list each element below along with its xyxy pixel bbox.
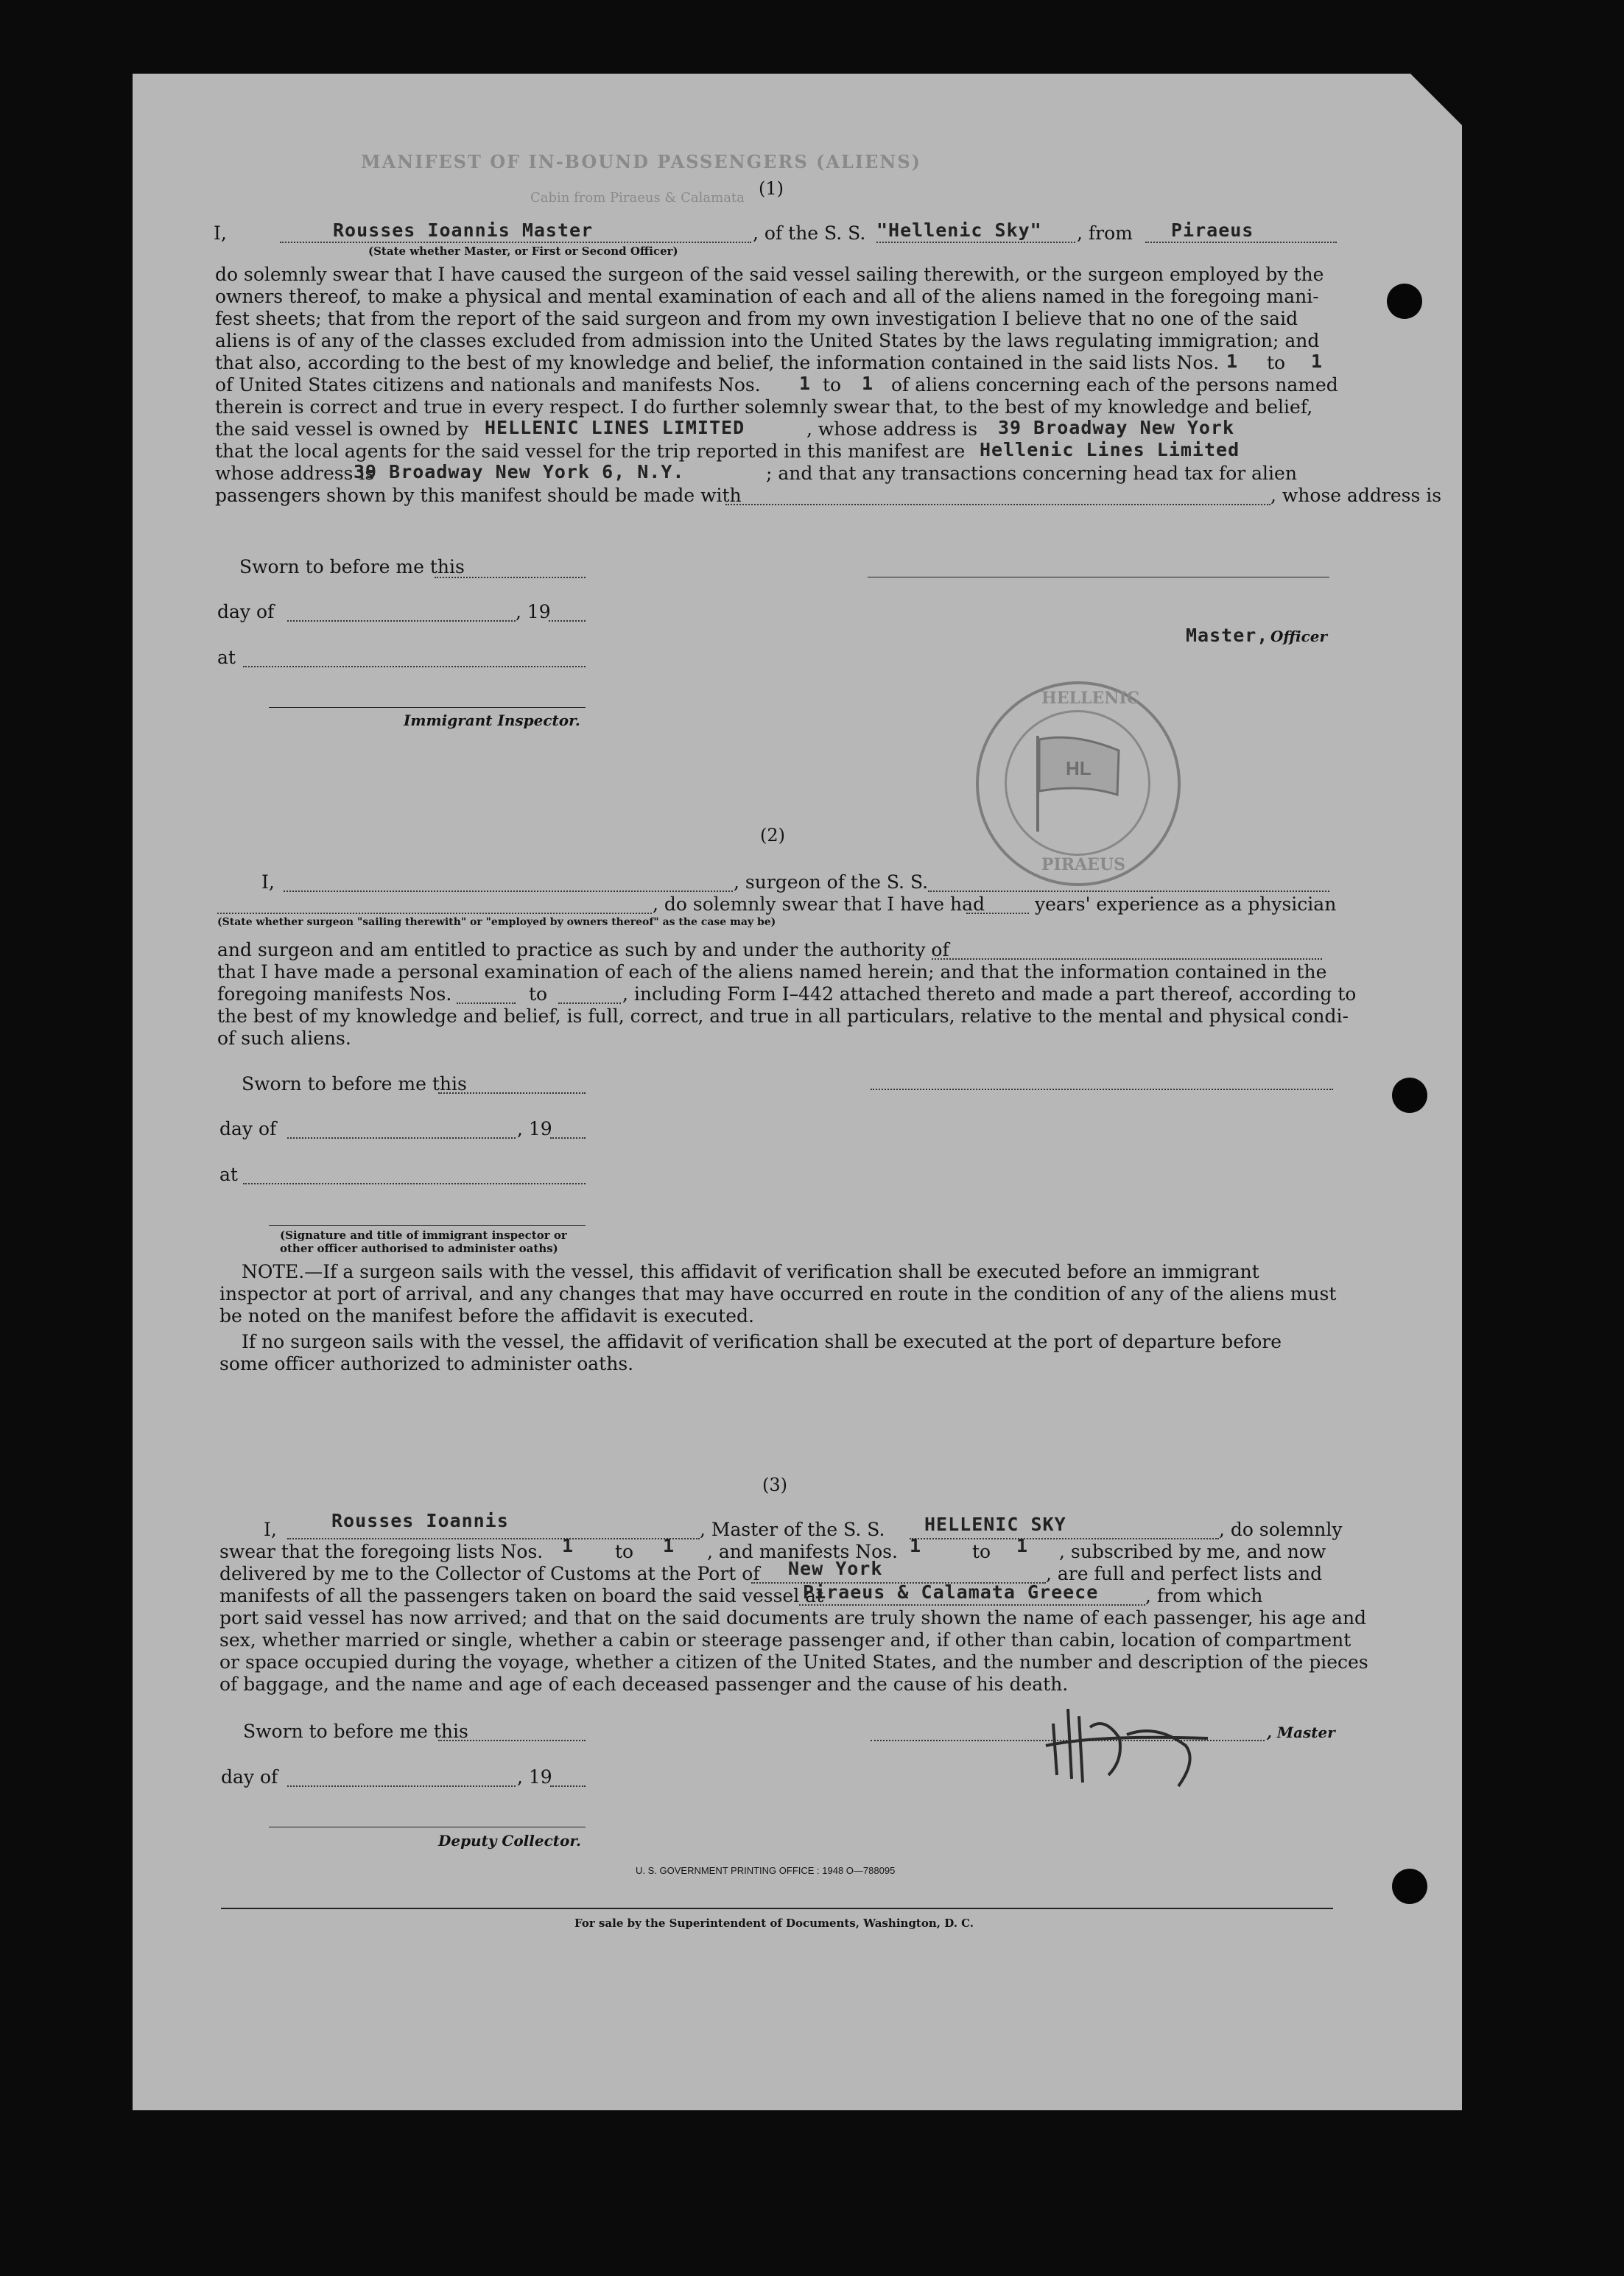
s2-at: at [219, 1164, 238, 1185]
s3-sworn: Sworn to before me this [243, 1721, 468, 1742]
s1-agents: Hellenic Lines Limited [980, 439, 1240, 460]
s1-port-line [1145, 242, 1337, 243]
s3-and-manifests: , and manifests Nos. [707, 1541, 898, 1562]
s3-line-3: of baggage, and the name and age of each deceased passenger and the cause of his death. [219, 1673, 1069, 1695]
s3-day-of: day of [221, 1766, 278, 1788]
s2-line-0: and surgeon and am entitled to practice as such by and under the authority of [217, 939, 949, 960]
s3-from-port-line [799, 1604, 1145, 1606]
s2-name-line [284, 891, 733, 892]
s2-years-line [966, 913, 1029, 914]
s1-line-3: aliens is of any of the classes excluded from admission into the United States by the laws regulating immigration; and [215, 330, 1320, 351]
s1-i: I, [214, 222, 227, 244]
faded-header-subtitle: Cabin from Piraeus & Calamata [530, 190, 745, 206]
s1-port: Piraeus [1171, 219, 1254, 241]
s2-note-3: If no surgeon sails with the vessel, the affidavit of verification shall be executed at the port of departure before [242, 1331, 1282, 1352]
s2-authority-line [932, 958, 1322, 960]
s1-inspector: Immigrant Inspector. [404, 712, 580, 729]
s3-nineteen: , 19 [517, 1766, 552, 1788]
s3-line-0: port said vessel has now arrived; and that on the said documents are truly shown the name of each passenger, his age and [219, 1607, 1367, 1629]
s1-manifests-from: 1 [799, 373, 812, 394]
s1-lists-from: 1 [1226, 351, 1239, 372]
s3-delivered: delivered by me to the Collector of Customs at the Port of [219, 1563, 760, 1584]
s2-year-line [550, 1137, 586, 1139]
s1-head-tax-line [725, 504, 1270, 505]
s1-state-hint: (State whether Master, or First or Second Officer) [368, 245, 678, 258]
s1-lists-to: 1 [1311, 351, 1324, 372]
s2-line-4: of such aliens. [217, 1028, 351, 1049]
s1-inspector-line [269, 707, 586, 708]
document-page [133, 74, 1462, 2110]
s1-line-8: that the local agents for the said vessel for the trip reported in this manifest are [215, 440, 966, 462]
s2-note-4: some officer authorized to administer oaths. [219, 1353, 634, 1374]
s2-note-0: NOTE.—If a surgeon sails with the vessel, this affidavit of verification shall be executed before an immigrant [242, 1261, 1259, 1282]
for-sale: For sale by the Superintendent of Documents, Washington, D. C. [574, 1917, 974, 1930]
s2-state-hint: (State whether surgeon "sailing therewith" or "employed by owners thereof" as the case may be) [217, 916, 776, 928]
s1-day-of: day of [217, 601, 275, 622]
s2-sig-hint-1: (Signature and title of immigrant inspector or [280, 1229, 567, 1242]
s1-at: at [217, 647, 236, 668]
s1-vessel-line [876, 242, 1075, 243]
stamp-bottom-text: PIRAEUS [1041, 855, 1126, 874]
s3-year-line [550, 1785, 586, 1787]
s1-manifests-to-word: to [823, 374, 842, 396]
s3-lists-from: 1 [562, 1535, 574, 1556]
s1-of-ss: , of the S. S. [753, 222, 866, 244]
s1-from: , from [1077, 222, 1133, 244]
s1-officer: Officer [1270, 628, 1328, 645]
s3-line-1: sex, whether married or single, whether a cabin or steerage passenger and, if other than cabin, location of compartment [219, 1629, 1351, 1651]
s1-line-9: whose address is [215, 463, 375, 484]
s1-lists-to-word: to [1267, 352, 1286, 373]
s1-vessel: "Hellenic Sky" [876, 219, 1042, 241]
s3-manifests-from: 1 [910, 1535, 922, 1556]
s3-name: Rousses Ioannis [331, 1510, 509, 1531]
s2-at-line [243, 1183, 586, 1184]
s2-from-line [457, 1002, 516, 1004]
binder-hole-top [1387, 284, 1422, 319]
s3-i: I, [264, 1519, 277, 1540]
s2-note-1: inspector at port of arrival, and any changes that may have occurred en route in the condition of any of the aliens must [219, 1283, 1337, 1304]
section-1-number: (1) [759, 178, 784, 199]
s2-years: years' experience as a physician [1035, 893, 1337, 915]
s2-to-word: to [529, 983, 548, 1005]
s3-vessel-line [910, 1538, 1219, 1539]
s2-line-1: that I have made a personal examination of each of the aliens named herein; and that the information contained in the [217, 961, 1327, 983]
s1-line-1: owners thereof, to make a physical and mental examination of each and all of the aliens named in the foregoing mani- [215, 286, 1319, 307]
s1-agents-tail: ; and that any transactions concerning head tax for alien [766, 463, 1297, 484]
s1-line-6: therein is correct and true in every respect. I do further solemnly swear that, to the best of my knowledge and belief, [215, 396, 1313, 418]
footer-rule [221, 1908, 1333, 1909]
s3-sworn-line [438, 1740, 586, 1741]
s2-line-3: the best of my knowledge and belief, is full, correct, and true in all particulars, relative to the mental and physical condi- [217, 1005, 1349, 1027]
s3-to-word-1: to [615, 1541, 634, 1562]
s3-port: New York [788, 1558, 883, 1579]
s1-owner-address: 39 Broadway New York [998, 417, 1235, 438]
s3-from-which: , from which [1145, 1585, 1263, 1606]
s3-name-line [287, 1538, 700, 1539]
company-stamp [976, 681, 1181, 886]
s1-line-10: passengers shown by this manifest should be made with [215, 485, 742, 506]
s3-line-2: or space occupied during the voyage, whether a citizen of the United States, and the number and description of the pieces [219, 1651, 1368, 1673]
s1-line-4: that also, according to the best of my knowledge and belief, the information contained in the said lists Nos. [215, 352, 1220, 373]
s2-vessel-line [928, 891, 1329, 892]
stamp-flag-icon [1030, 732, 1126, 835]
s1-line-0: do solemnly swear that I have caused the surgeon of the said vessel sailing therewith, or the surgeon employed by the [215, 264, 1324, 285]
s2-surgeon-of: , surgeon of the S. S. [734, 871, 929, 893]
s3-day-line [287, 1785, 516, 1787]
s2-day-of: day of [219, 1118, 277, 1139]
section-2-number: (2) [760, 825, 785, 846]
s3-vessel: HELLENIC SKY [924, 1514, 1066, 1535]
s2-to-line [558, 1002, 621, 1004]
s2-state-line [217, 913, 652, 914]
stamp-top-text: HELLENIC [1041, 689, 1140, 708]
s1-agents-address: 39 Broadway New York 6, N.Y. [354, 461, 685, 482]
s1-owner: HELLENIC LINES LIMITED [485, 417, 745, 438]
stamp-flag-letters: HL [1066, 757, 1092, 779]
s1-line-2: fest sheets; that from the report of the said surgeon and from my own investigation I believe that no one of the said [215, 308, 1298, 329]
s3-are-full: , are full and perfect lists and [1046, 1563, 1323, 1584]
s1-manifests-tail: of aliens concerning each of the persons named [891, 374, 1338, 396]
binder-hole-bottom [1392, 1869, 1427, 1904]
printing-office: U. S. GOVERNMENT PRINTING OFFICE : 1948 O—788095 [636, 1865, 896, 1876]
s1-nineteen: , 19 [516, 601, 551, 622]
s2-day-line [287, 1137, 516, 1139]
s2-sworn-line [438, 1092, 586, 1094]
s1-line-5: of United States citizens and nationals and manifests Nos. [215, 374, 761, 396]
s3-from-port: Piraeus & Calamata Greece [803, 1581, 1099, 1603]
s1-day-line [287, 620, 516, 622]
s1-name-line [280, 242, 751, 243]
s3-swear-lists: swear that the foregoing lists Nos. [219, 1541, 544, 1562]
s3-master: , Master [1267, 1724, 1335, 1741]
s2-inspector-line [269, 1225, 586, 1226]
s1-at-line [243, 666, 586, 667]
s1-sworn-line [435, 577, 586, 578]
s1-master-name: Rousses Ioannis Master [333, 219, 594, 241]
s3-manifests-all: manifests of all the passengers taken on board the said vessel at [219, 1585, 824, 1606]
s3-subscribed: , subscribed by me, and now [1059, 1541, 1326, 1562]
s2-signature-line [871, 1089, 1333, 1090]
s1-sworn: Sworn to before me this [239, 556, 465, 577]
s2-swear: , do solemnly swear that I have had [653, 893, 985, 915]
s1-year-line [549, 620, 586, 622]
s3-master-of: , Master of the S. S. [700, 1519, 885, 1540]
s2-i: I, [261, 871, 275, 893]
s3-deputy: Deputy Collector. [438, 1832, 582, 1850]
faded-header-title: MANIFEST OF IN-BOUND PASSENGERS (ALIENS) [361, 151, 922, 172]
s3-manifests-to: 1 [1016, 1535, 1029, 1556]
s2-line-2: foregoing manifests Nos. [217, 983, 452, 1005]
binder-hole-middle [1392, 1078, 1427, 1113]
s2-sig-hint-2: other officer authorised to administer oaths) [280, 1242, 558, 1255]
s2-note-2: be noted on the manifest before the affidavit is executed. [219, 1305, 754, 1327]
s3-do-solemnly: , do solemnly [1219, 1519, 1343, 1540]
s1-manifests-to: 1 [862, 373, 874, 394]
s1-owner-address-lbl: , whose address is [806, 418, 978, 440]
s2-sworn: Sworn to before me this [242, 1073, 467, 1095]
s3-lists-to: 1 [663, 1535, 675, 1556]
s2-including: , including Form I–442 attached thereto and made a part thereof, according to [622, 983, 1357, 1005]
s3-to-word-2: to [972, 1541, 991, 1562]
s1-officer-filled: Master, [1186, 625, 1269, 646]
torn-corner [1410, 74, 1462, 125]
s1-line-7: the said vessel is owned by [215, 418, 469, 440]
section-3-number: (3) [762, 1475, 787, 1495]
s2-nineteen: , 19 [517, 1118, 552, 1139]
s1-head-tax-tail: , whose address is [1270, 485, 1442, 506]
master-signature [1038, 1694, 1230, 1790]
